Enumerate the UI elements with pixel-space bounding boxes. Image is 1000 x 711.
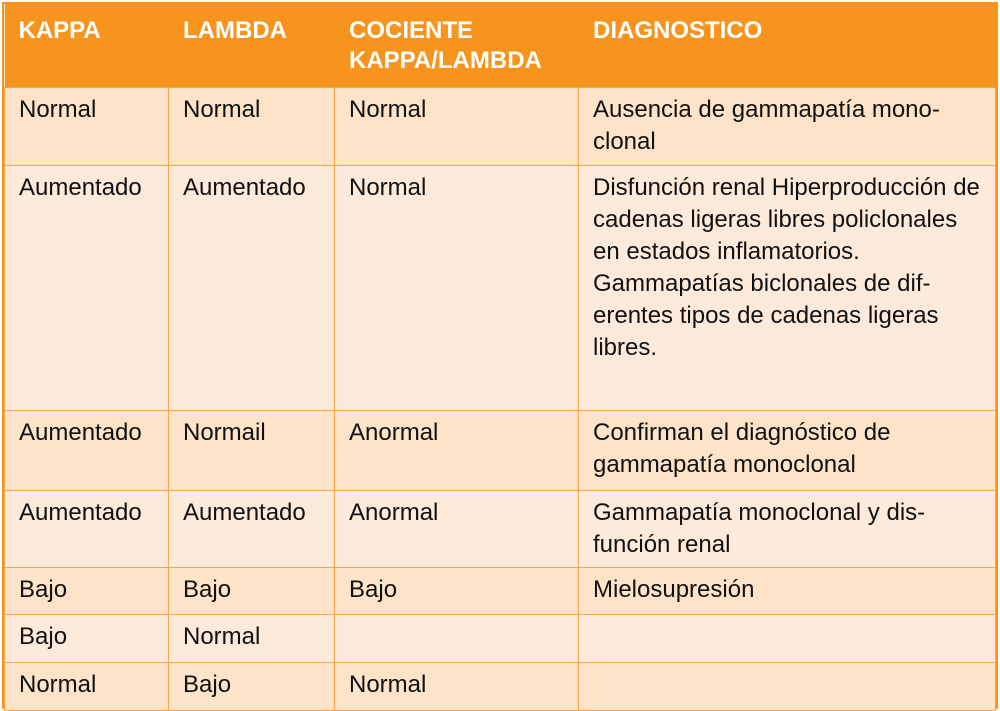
cell-diagnosis: Confirman el diagnóstico de gammapatía monoclonal — [579, 411, 996, 491]
cell-ratio: Bajo — [335, 568, 579, 615]
cell-lambda: Aumentado — [169, 166, 335, 411]
cell-diagnosis: Disfunción renal Hiperproducción de cadenas ligeras libres policlonales en estados inflamatorios. Gammapatías biclonales de dif-erentes tipos de cadenas ligeras libres. — [579, 166, 996, 411]
header-ratio: COCIENTE KAPPA/LAMBDA — [335, 4, 579, 88]
cell-kappa: Aumentado — [5, 491, 169, 568]
cell-ratio: Normal — [335, 166, 579, 411]
table-row — [5, 491, 996, 568]
header-lambda: LAMBDA — [169, 4, 335, 88]
cell-ratio — [335, 615, 579, 663]
cell-ratio: Anormal — [335, 411, 579, 491]
table-row — [5, 568, 996, 615]
table-row — [5, 411, 996, 491]
cell-diagnosis: Mielosupresión — [579, 568, 996, 615]
kappa-lambda-diagnosis-table — [4, 4, 996, 711]
cell-kappa: Aumentado — [5, 166, 169, 411]
cell-lambda: Bajo — [169, 568, 335, 615]
table-row — [5, 88, 996, 166]
cell-kappa: Aumentado — [5, 411, 169, 491]
diagnosis-table-container — [2, 2, 998, 709]
cell-kappa: Bajo — [5, 615, 169, 663]
cell-lambda: Normal — [169, 615, 335, 663]
cell-lambda: Normal — [169, 88, 335, 166]
table-row — [5, 663, 996, 711]
table-row — [5, 166, 996, 411]
header-kappa: KAPPA — [5, 4, 169, 88]
cell-kappa: Bajo — [5, 568, 169, 615]
cell-kappa: Normal — [5, 88, 169, 166]
cell-lambda: Bajo — [169, 663, 335, 711]
cell-diagnosis — [579, 615, 996, 663]
cell-diagnosis: Gammapatía monoclonal y dis-función renal — [579, 491, 996, 568]
cell-ratio: Anormal — [335, 491, 579, 568]
cell-lambda: Normail — [169, 411, 335, 491]
cell-ratio: Normal — [335, 88, 579, 166]
table-row — [5, 615, 996, 663]
cell-diagnosis — [579, 663, 996, 711]
header-row — [5, 4, 996, 88]
cell-kappa: Normal — [5, 663, 169, 711]
cell-diagnosis: Ausencia de gammapatía mono-clonal — [579, 88, 996, 166]
cell-lambda: Aumentado — [169, 491, 335, 568]
header-diagnosis: DIAGNOSTICO — [579, 4, 996, 88]
cell-ratio: Normal — [335, 663, 579, 711]
